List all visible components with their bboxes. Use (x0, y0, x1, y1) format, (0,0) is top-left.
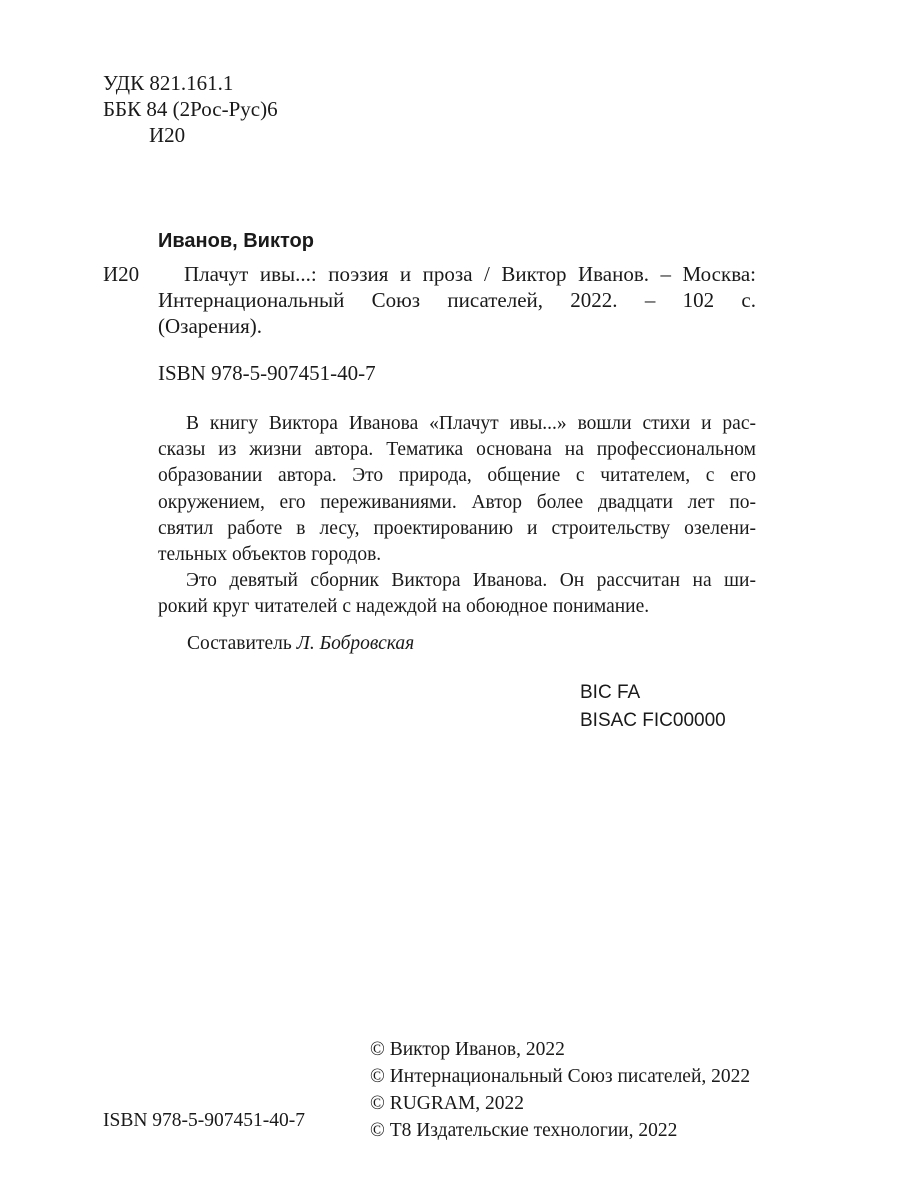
annotation-line: В книгу Виктора Иванова «Плачут ивы...» вошли стихи и рас- (186, 413, 756, 434)
biblio-line: Интернациональный Союз писателей, 2022. – 102 с. (158, 288, 756, 312)
bibliographic-description (158, 261, 756, 339)
biblio-line: (Озарения). (158, 314, 262, 338)
classification-block (103, 70, 278, 148)
compiler-name: Л. Бобровская (296, 633, 415, 654)
annotation-line: рокий круг читателей с надеждой на обоюдное понимание. (158, 596, 650, 618)
annotation-line: Это девятый сборник Виктора Иванова. Он рассчитан на ши- (186, 570, 756, 592)
compiler-credit (187, 631, 414, 657)
bic-code: BIC FA (580, 682, 641, 703)
annotation-line: окружением, его переживаниями. Автор более двадцати лет по- (158, 491, 756, 513)
copyright-line: © Интернациональный Союз писателей, 2022 (370, 1066, 751, 1087)
copyright-notices (370, 1036, 750, 1144)
annotation-line: сказы из жизни автора. Тематика основана на профессиональном (158, 439, 756, 461)
isbn-footer: ISBN 978-5-907451-40-7 (103, 1110, 306, 1131)
record-author-code: И20 (103, 262, 140, 286)
annotation-line: образовании автора. Это природа, общение с читателем, с его (158, 465, 756, 487)
annotation-line: святил работе в лесу, проектированию и строительству озелени- (158, 517, 756, 539)
copyright-line: © RUGRAM, 2022 (370, 1093, 525, 1114)
bisac-code: BISAC FIC00000 (580, 710, 726, 731)
bbk-code: ББК 84 (2Рос-Рус)6 (103, 97, 278, 121)
copyright-line: © Виктор Иванов, 2022 (370, 1039, 565, 1060)
isbn-record: ISBN 978-5-907451-40-7 (158, 361, 376, 385)
annotation-line: тельных объектов городов. (158, 543, 382, 565)
biblio-line: Плачут ивы...: поэзия и проза / Виктор Иванов. – Москва: (184, 262, 756, 286)
author-heading: Иванов, Виктор (158, 230, 314, 252)
annotation (158, 411, 756, 621)
compiler-label: Составитель (187, 633, 297, 654)
copyright-line: © Т8 Издательские технологии, 2022 (370, 1120, 678, 1141)
udk-code: УДК 821.161.1 (103, 71, 234, 95)
author-sign-code: И20 (149, 123, 186, 147)
